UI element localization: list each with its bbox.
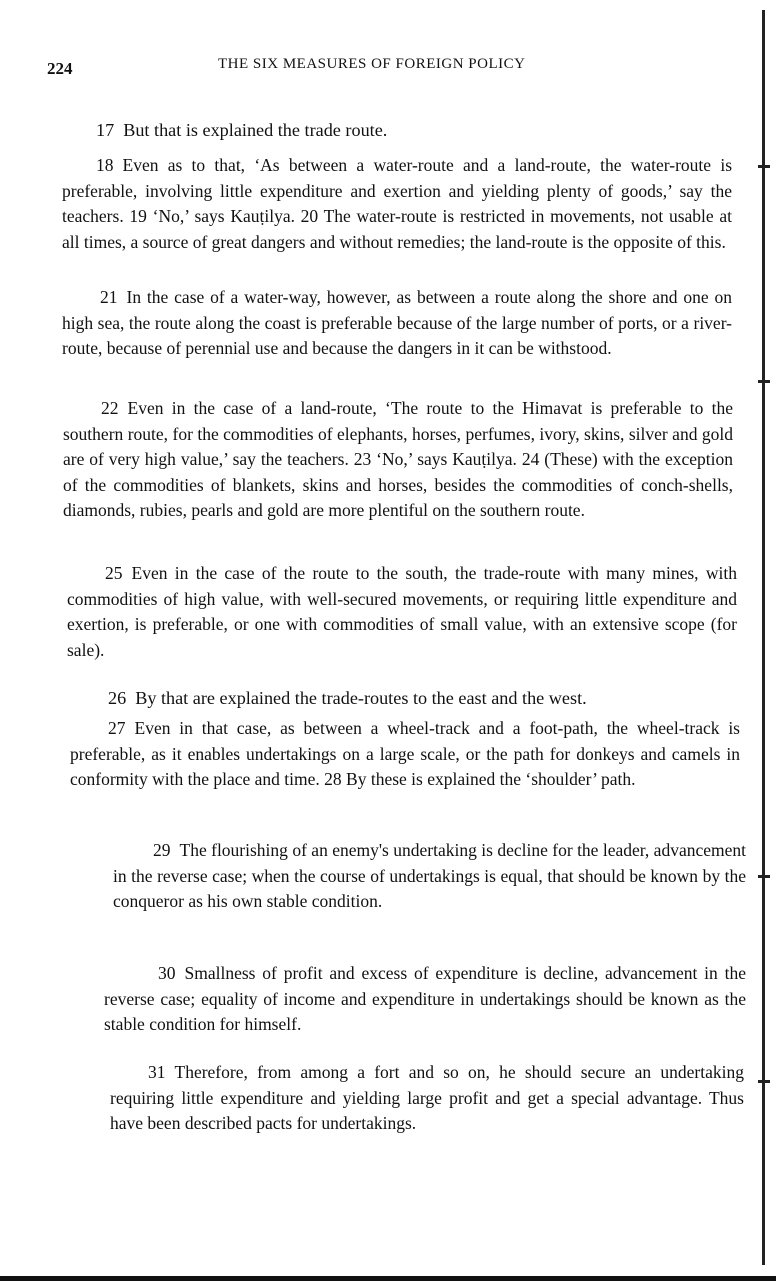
paragraph-26	[70, 686, 740, 712]
paragraph-25	[67, 561, 737, 663]
paragraph-number: 30	[158, 963, 176, 983]
paragraph-29	[113, 838, 746, 915]
paragraph-text: Even in that case, as between a wheel-track and a foot-path, the wheel-track is preferable, as it enables undertakings on a large scale, or the path for donkeys and camels in conformity with the place and time. 28 By these is explained the ‘shoulder’ path.	[70, 718, 740, 790]
running-title: THE SIX MEASURES OF FOREIGN POLICY	[218, 56, 526, 72]
paragraph-number: 29	[153, 840, 171, 860]
paragraph-22	[63, 396, 733, 524]
binding-edge-rule	[762, 10, 765, 1265]
paragraph-number: 21	[100, 287, 118, 307]
paragraph-18	[62, 153, 732, 255]
paragraph-text: Even in the case of a land-route, ‘The route to the Himavat is preferable to the southern route, for the commodities of elephants, horses, perfumes, ivory, skins, silver and gold are of very high value,’ say the teachers. 23 ‘No,’ says Kauṭilya. 24 (These) with the exception of the commodities of blankets, skins and horses, besides the commodities of conch-shells, diamonds, rubies, pearls and gold are more plentiful on the southern route.	[63, 398, 733, 521]
paragraph-text: The flourishing of an enemy's undertaking is decline for the leader, advancement in the reverse case; when the course of undertakings is equal, that should be known by the conqueror as his own stable condition.	[113, 840, 746, 912]
paragraph-number: 26	[108, 688, 127, 708]
page-number: 224	[47, 59, 73, 78]
paragraph-text: In the case of a water-way, however, as between a route along the shore and one on high sea, the route along the coast is preferable because of the large number of ports, or a river-route, because of perennial use and because the dangers in it can be withstood.	[62, 287, 732, 359]
paragraph-number: 27	[108, 718, 126, 738]
paragraph-text: Even in the case of the route to the south, the trade-route with many mines, with commodities of high value, with well-secured movements, or requiring little expenditure and exertion, is preferable, or one with commodities of small value, with an extensive scope (for sale).	[67, 563, 737, 660]
binding-edge-mark	[758, 1080, 770, 1083]
paragraph-text: Smallness of profit and excess of expenditure is decline, advancement in the reverse case; equality of income and expenditure in undertakings should be known as the stable condition for himself.	[104, 963, 746, 1035]
paragraph-31	[110, 1060, 744, 1137]
paragraph-21	[62, 285, 732, 362]
paragraph-30	[104, 961, 746, 1038]
paragraph-text: By that are explained the trade-routes to the east and the west.	[135, 688, 587, 708]
binding-edge-mark	[758, 875, 770, 878]
paragraph-text: Even as to that, ‘As between a water-route and a land-route, the water-route is preferable, involving little expenditure and exertion and yielding plenty of goods,’ say the teachers. 19 ‘No,’ says Kauṭilya. 20 The water-route is restricted in movements, not usable at all times, a source of great dangers and without remedies; the land-route is the opposite of this.	[62, 155, 732, 252]
paragraph-number: 22	[101, 398, 119, 418]
paragraph-number: 18	[96, 155, 114, 175]
paragraph-number: 31	[148, 1062, 166, 1082]
binding-edge-mark	[758, 380, 770, 383]
paragraph-17	[62, 118, 732, 144]
paragraph-text: Therefore, from among a fort and so on, he should secure an undertaking requiring little expenditure and yielding large profit and get a special advantage. Thus have been described pacts for undertakings.	[110, 1062, 744, 1134]
bottom-edge-rule	[0, 1276, 776, 1281]
paragraph-27	[70, 716, 740, 793]
binding-edge-mark	[758, 165, 770, 168]
paragraph-text: But that is explained the trade route.	[123, 120, 388, 140]
paragraph-number: 17	[96, 120, 115, 140]
paragraph-number: 25	[105, 563, 123, 583]
